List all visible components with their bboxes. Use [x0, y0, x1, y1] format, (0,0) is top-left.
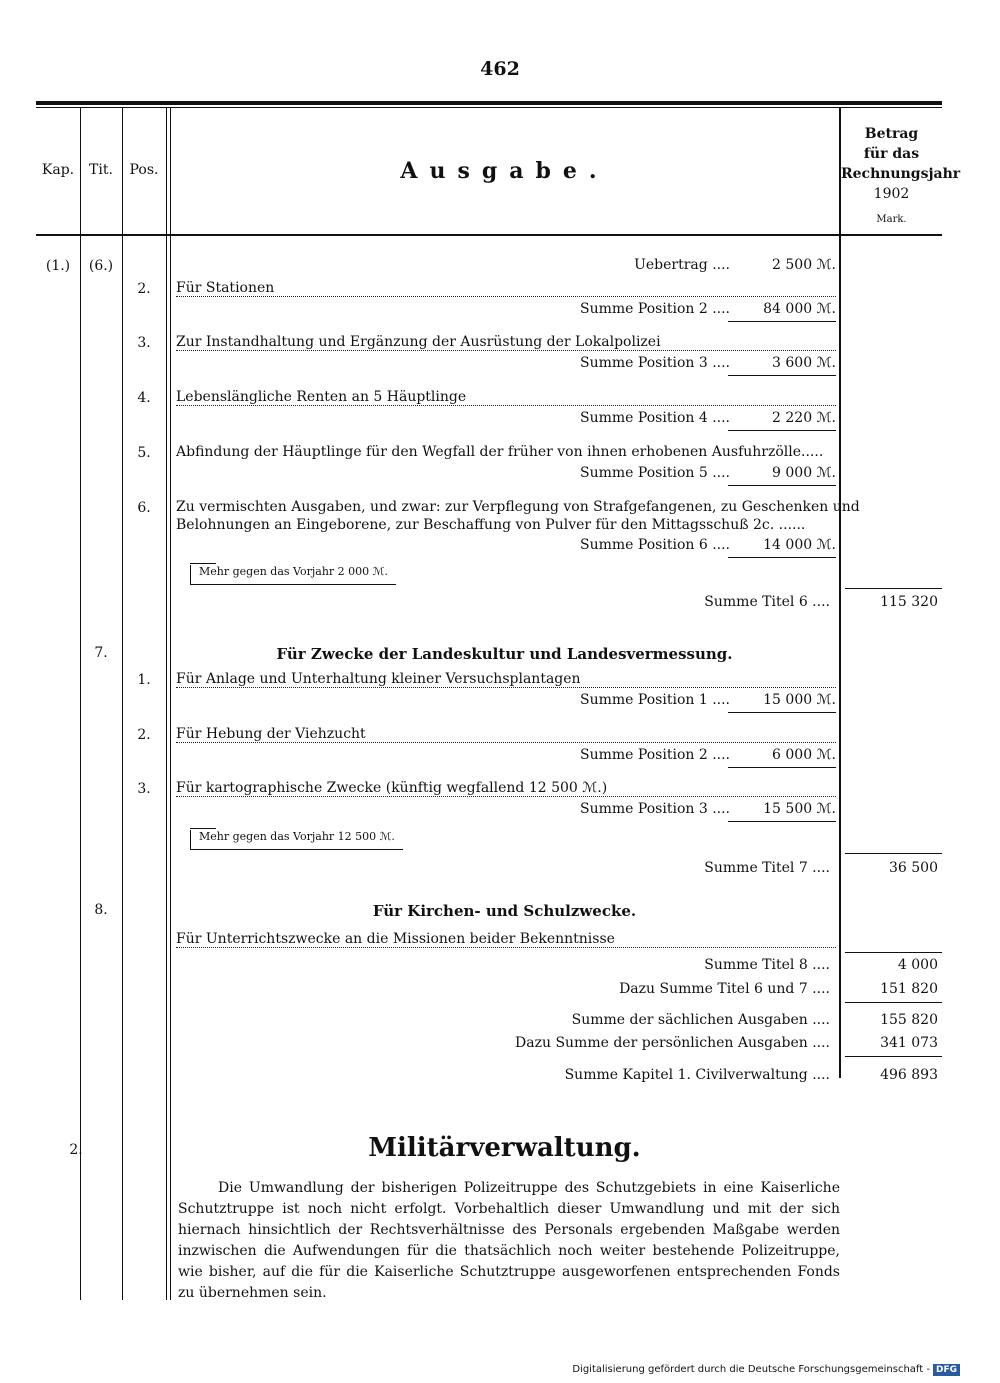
persoenlich-label: Dazu Summe der persönlichen Ausgaben ....	[515, 1035, 830, 1051]
dazu67-label: Dazu Summe Titel 6 und 7 ....	[619, 981, 830, 997]
saechlich-amount: 155 820	[880, 1012, 938, 1028]
p2-text-label: Für Stationen	[176, 280, 275, 296]
col-line-text	[170, 108, 171, 1300]
tit-7: 7.	[94, 645, 108, 661]
p6-sum-amount: 14 000 ℳ.	[763, 537, 836, 553]
t7p2-underline	[728, 767, 836, 768]
p4-text	[176, 389, 836, 406]
p5-underline	[728, 485, 836, 486]
p2-sum-amount: 84 000 ℳ.	[763, 301, 836, 317]
t7p3-sum-amount: 15 500 ℳ.	[763, 801, 836, 817]
t7p2-text	[176, 726, 836, 743]
p4-sum-label: Summe Position 4 ....	[580, 410, 730, 426]
titel6-rule	[845, 588, 942, 589]
t7p2-text-label: Für Hebung der Viehzucht	[176, 726, 366, 742]
tit-8: 8.	[94, 902, 108, 918]
col-line-betrag	[839, 108, 841, 1078]
p5-sum-label: Summe Position 5 ....	[580, 465, 730, 481]
t7p3-text-label: Für kartographische Zwecke (künftig wegfallend 12 500 ℳ.)	[176, 780, 608, 796]
betrag-line-1: Betrag	[864, 126, 919, 142]
p2-underline	[728, 321, 836, 322]
header-title: Ausgabe.	[400, 158, 609, 184]
header-kap: Kap.	[41, 162, 75, 178]
top-rule	[36, 101, 942, 105]
footer-text: Digitalisierung gefördert durch die Deutsche Forschungsgemeinschaft -	[572, 1364, 930, 1375]
note6-right-tick	[190, 563, 216, 564]
p3-text	[176, 334, 836, 351]
header-rule	[36, 234, 942, 236]
t8-text	[176, 931, 836, 948]
heading-tit7: Für Zwecke der Landeskultur und Landesvermessung.	[276, 645, 733, 663]
saechlich-label: Summe der sächlichen Ausgaben ....	[571, 1012, 830, 1028]
titel7-rule	[845, 853, 942, 854]
t7-pos-2: 2.	[137, 727, 151, 743]
t7p1-sum-amount: 15 000 ℳ.	[763, 692, 836, 708]
t7p3-sum-label: Summe Position 3 ....	[580, 801, 730, 817]
t7p1-underline	[728, 712, 836, 713]
p3-text-label: Zur Instandhaltung und Ergänzung der Ausrüstung der Lokalpolizei	[176, 334, 661, 350]
uebertrag-amount: 2 500 ℳ.	[772, 257, 836, 273]
heading-militaerverwaltung: Militärverwaltung.	[368, 1133, 641, 1163]
pos-6: 6.	[137, 500, 151, 516]
persoenlich-amount: 341 073	[880, 1035, 938, 1051]
betrag-line-3: Rechnungsjahr	[841, 166, 961, 182]
titel6-amount: 115 320	[880, 594, 938, 610]
header-betrag	[841, 124, 961, 230]
t7p3-underline	[728, 821, 836, 822]
t7p2-sum-label: Summe Position 2 ....	[580, 747, 730, 763]
p6-text-2: Belohnungen an Eingeborene, zur Beschaffung von Pulver für den Mittagsschuß 2c. ......	[176, 517, 806, 533]
t7p3-text	[176, 780, 836, 797]
betrag-line-2: für das	[863, 146, 920, 162]
note-tit6: Mehr gegen das Vorjahr 2 000 ℳ.	[190, 565, 396, 585]
dfg-logo-icon: DFG	[933, 1364, 960, 1376]
p5-sum-amount: 9 000 ℳ.	[772, 465, 836, 481]
kapitel1-amount: 496 893	[880, 1067, 938, 1083]
kapitel1-label: Summe Kapitel 1. Civilverwaltung ....	[564, 1067, 830, 1083]
footer-credit	[572, 1364, 960, 1376]
header-tit: Tit.	[89, 162, 113, 178]
tit-6: (6.)	[88, 258, 114, 274]
p2-sum-label: Summe Position 2 ....	[580, 301, 730, 317]
persoenlich-rule	[845, 1056, 942, 1057]
dazu67-rule	[845, 1002, 942, 1003]
betrag-line-4: 1902	[873, 186, 910, 202]
heading-tit8: Für Kirchen- und Schulzwecke.	[372, 902, 637, 920]
betrag-unit: Mark.	[876, 214, 907, 225]
t7p1-text-label: Für Anlage und Unterhaltung kleiner Versuchsplantagen	[176, 671, 581, 687]
paragraph-militaerverwaltung: Die Umwandlung der bisherigen Polizeitruppe des Schutzgebiets in eine Kaiserliche Schutztruppe ist noch nicht erfolgt. Vorbehaltlich dieser Umwandlung und mit der sich hiernach hinsichtlich der Rechtsverhältnisse des Personals ergebenden Maßgabe werden inzwischen die Aufwendungen für die thatsächlich noch weiter bestehende Polizeitruppe, wie bisher, auf die für die Kaiserliche Schutztruppe ausgeworfenen entsprechenden Fonds zu übernehmen sein.	[178, 1180, 840, 1301]
top-rule-thin	[36, 107, 942, 108]
p4-sum-amount: 2 220 ℳ.	[772, 410, 836, 426]
note-tit7: Mehr gegen das Vorjahr 12 500 ℳ.	[190, 830, 403, 850]
dazu67-amount: 151 820	[880, 981, 938, 997]
kap-1: (1.)	[45, 258, 71, 274]
p6-underline	[728, 557, 836, 558]
p2-text	[176, 280, 836, 297]
pos-4: 4.	[137, 390, 151, 406]
titel8-label: Summe Titel 8 ....	[704, 957, 830, 973]
p3-underline	[728, 375, 836, 376]
header-pos: Pos.	[129, 162, 159, 178]
p3-sum-label: Summe Position 3 ....	[580, 355, 730, 371]
t7-pos-1: 1.	[137, 672, 151, 688]
uebertrag-label: Uebertrag ....	[634, 257, 730, 273]
titel8-amount: 4 000	[897, 957, 938, 973]
kap-2: 2.	[69, 1142, 83, 1158]
p5-text: Abfindung der Häuptlinge für den Wegfall der früher von ihnen erhobenen Ausfuhrzölle.....	[176, 444, 824, 460]
titel7-amount: 36 500	[889, 860, 938, 876]
pos-2: 2.	[137, 281, 151, 297]
p6-text-1: Zu vermischten Ausgaben, und zwar: zur Verpflegung von Strafgefangenen, zu Geschenken und	[176, 499, 860, 515]
titel6-label: Summe Titel 6 ....	[704, 594, 830, 610]
col-line-kap	[80, 108, 81, 1300]
t8-text-label: Für Unterrichtszwecke an die Missionen beider Bekenntnisse	[176, 931, 615, 947]
pos-5: 5.	[137, 445, 151, 461]
col-line-pos	[166, 108, 167, 1300]
t7-pos-3: 3.	[137, 781, 151, 797]
t7p1-sum-label: Summe Position 1 ....	[580, 692, 730, 708]
p3-sum-amount: 3 600 ℳ.	[772, 355, 836, 371]
titel8-rule	[845, 952, 942, 953]
pos-3: 3.	[137, 335, 151, 351]
p6-sum-label: Summe Position 6 ....	[580, 537, 730, 553]
p4-underline	[728, 430, 836, 431]
p4-text-label: Lebenslängliche Renten an 5 Häuptlinge	[176, 389, 467, 405]
titel7-label: Summe Titel 7 ....	[704, 860, 830, 876]
page-number: 462	[480, 58, 520, 80]
t7p2-sum-amount: 6 000 ℳ.	[772, 747, 836, 763]
note7-right-tick	[190, 828, 216, 829]
t7p1-text	[176, 671, 836, 688]
